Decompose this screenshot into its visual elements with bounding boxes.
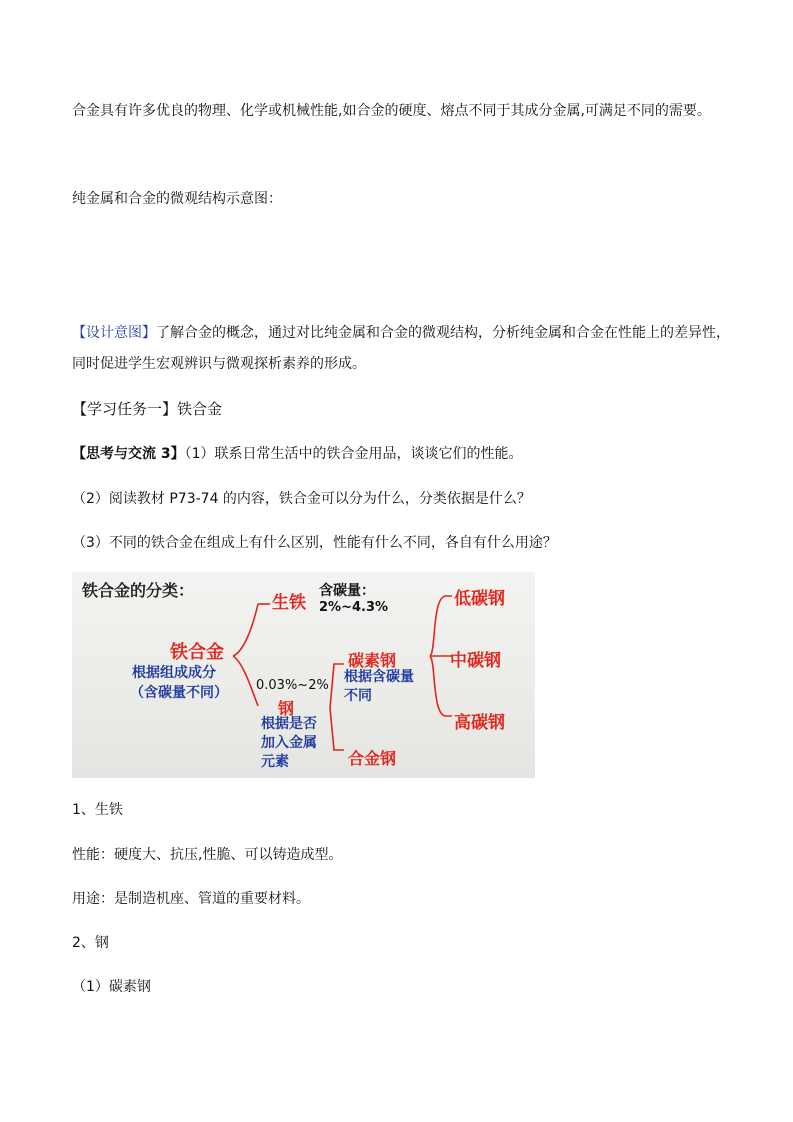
design-intent-text-1: 了解合金的概念，通过对比纯金属和合金的微观结构，分析纯金属和合金在性能上的差异性，: [156, 325, 730, 341]
pig-iron-use: 用途：是制造机座、管道的重要材料。: [72, 891, 310, 907]
steel-carbon-range: 0.03%~2%: [256, 678, 329, 693]
node-pig-iron: 生铁: [272, 593, 306, 613]
section-steel-title: 2、钢: [72, 935, 109, 951]
diagram-title: 铁合金的分类：: [82, 581, 195, 600]
node-carbon-steel: 碳素钢: [348, 651, 397, 670]
carbon-steel-basis-line2: 不同: [344, 688, 372, 704]
think-question-1-text: （1）联系日常生活中的铁合金用品，谈谈它们的性能。: [184, 446, 523, 462]
think-question-3: （3）不同的铁合金在组成上有什么区别，性能有什么不同，各自有什么用途？: [72, 535, 557, 551]
carbon-steel-basis-line1: 根据含碳量: [344, 669, 414, 685]
node-low-carbon-steel: 低碳钢: [454, 589, 505, 609]
bracket-carbon-lower: [430, 656, 452, 716]
pig-iron-carbon-range: 2%~4.3%: [319, 600, 389, 615]
pig-iron-carbon-label: 含碳量：: [319, 583, 375, 599]
section-pig-iron-title: 1、生铁: [72, 802, 123, 818]
bracket-steel-lower: [330, 708, 344, 750]
task-heading: 【学习任务一】铁合金: [72, 400, 223, 418]
think-question-1: [72, 444, 523, 464]
bracket-carbon: [430, 596, 452, 656]
paragraph-design-intent-line2: 同时促进学生宏观辨识与微观探析素养的形成。: [72, 356, 366, 372]
iron-alloy-classification-diagram: [72, 572, 535, 778]
design-intent-tag: 【设计意图】: [72, 325, 156, 341]
steel-basis-line1: 根据是否: [261, 716, 317, 732]
paragraph-alloy-properties: 合金具有许多优良的物理、化学或机械性能,如合金的硬度、熔点不同于其成分金属,可满足不同的需要。: [72, 103, 711, 119]
bracket-root-lower: [233, 656, 258, 706]
section-carbon-steel-title: （1）碳素钢: [72, 979, 151, 995]
think-question-2: （2）阅读教材 P73-74 的内容，铁合金可以分为什么，分类依据是什么？: [72, 491, 531, 507]
node-high-carbon-steel: 高碳钢: [454, 713, 505, 733]
node-medium-carbon-steel: 中碳钢: [450, 651, 501, 671]
node-iron-alloy: 铁合金: [170, 642, 224, 663]
paragraph-microstructure-caption: 纯金属和合金的微观结构示意图：: [72, 191, 282, 207]
pig-iron-property: 性能：硬度大、抗压,性脆、可以铸造成型。: [72, 847, 343, 863]
paragraph-design-intent: [72, 323, 730, 343]
steel-basis-line2: 加入金属: [261, 735, 317, 751]
node-alloy-steel: 合金钢: [348, 749, 397, 768]
bracket-root: [233, 604, 258, 656]
root-basis-line2: （含碳量不同）: [130, 685, 228, 701]
root-basis-line1: 根据组成成分: [132, 665, 216, 681]
think-tag: 【思考与交流 3】: [72, 446, 185, 462]
steel-basis-line3: 元素: [261, 754, 289, 770]
node-steel: 钢: [278, 699, 295, 718]
bracket-steel: [330, 664, 344, 708]
